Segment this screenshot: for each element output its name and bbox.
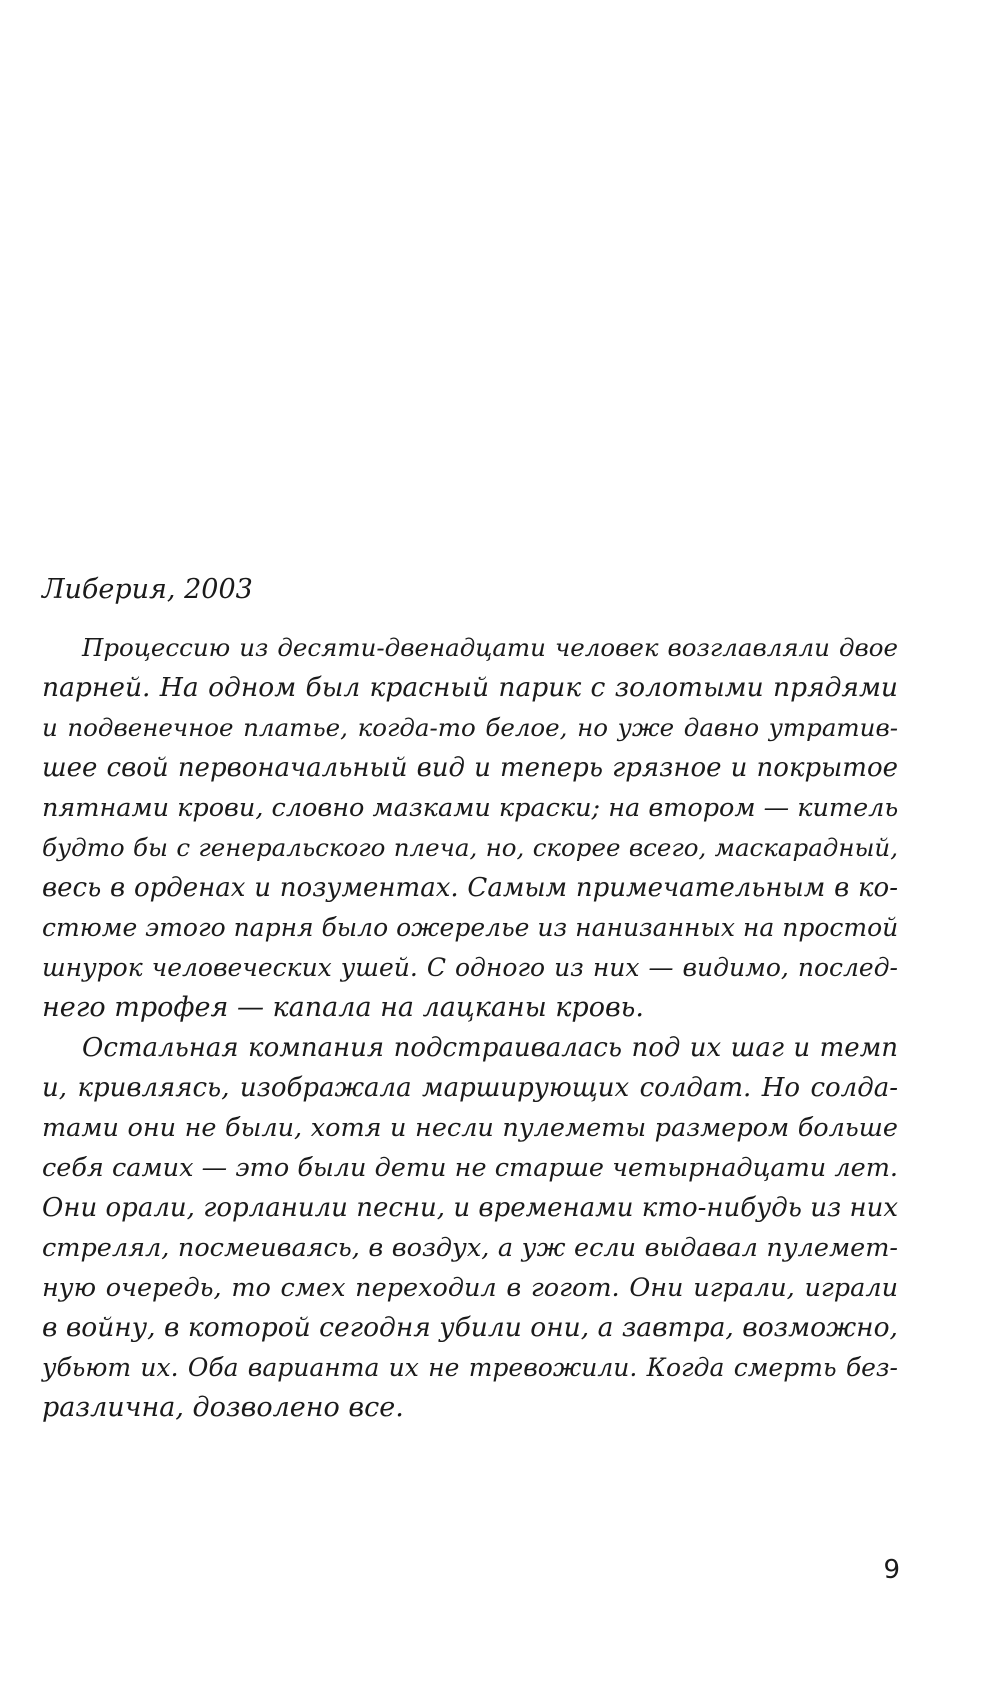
paragraph-2-line-8: в войну, в которой сегодня убили они, а завтра, возможно, (42, 1312, 898, 1343)
paragraph-1-line-9: шнурок человеческих ушей. С одного из них — видимо, послед- (42, 953, 898, 982)
paragraph-1-line-1: Процессию из десяти-двенадцати человек возглавляли двое (82, 633, 898, 662)
paragraph-1-line-3: и подвенечное платье, когда-то белое, но уже давно утратив- (42, 713, 898, 742)
paragraph-2-line-6: стрелял, посмеиваясь, в воздух, а уж если выдавал пулемет- (42, 1233, 898, 1263)
paragraph-2-line-5: Они орали, горланили песни, и временами кто-нибудь из них (42, 1193, 898, 1223)
paragraph-1-line-6: будто бы с генеральского плеча, но, скорее всего, маскарадный, (42, 833, 898, 862)
paragraph-2-line-2: и, кривляясь, изображала марширующих солдат. Но солда- (42, 1073, 898, 1103)
paragraph-1-line-2: парней. На одном был красный парик с золотыми прядями (42, 672, 898, 703)
paragraph-2-line-4: себя самих — это были дети не старше четырнадцати лет. (42, 1153, 898, 1183)
paragraph-1-line-4: шее свой первоначальный вид и теперь грязное и покрытое (42, 753, 898, 783)
paragraph-2-line-1: Остальная компания подстраивалась под их шаг и темп (82, 1033, 898, 1063)
paragraph-1-line-7: весь в орденах и позументах. Самым примечательным в ко- (42, 873, 898, 903)
paragraph-1-line-10: него трофея — капала на лацканы кровь. (42, 992, 644, 1023)
paragraph-1-line-8: стюме этого парня было ожерелье из нанизанных на простой (42, 913, 899, 942)
paragraph-1-line-5: пятнами крови, словно мазками краски; на втором — китель (42, 793, 899, 823)
paragraph-2-line-10: различна, дозволено все. (42, 1392, 404, 1423)
paragraph-2-line-9: убьют их. Оба варианта их не тревожили. Когда смерть без- (42, 1353, 898, 1382)
page-number: 9 (883, 1555, 900, 1585)
section-heading: Либерия, 2003 (42, 574, 253, 605)
paragraph-2-line-3: тами они не были, хотя и несли пулеметы размером больше (42, 1113, 898, 1143)
paragraph-2-line-7: ную очередь, то смех переходил в гогот. Они играли, играли (42, 1273, 898, 1303)
